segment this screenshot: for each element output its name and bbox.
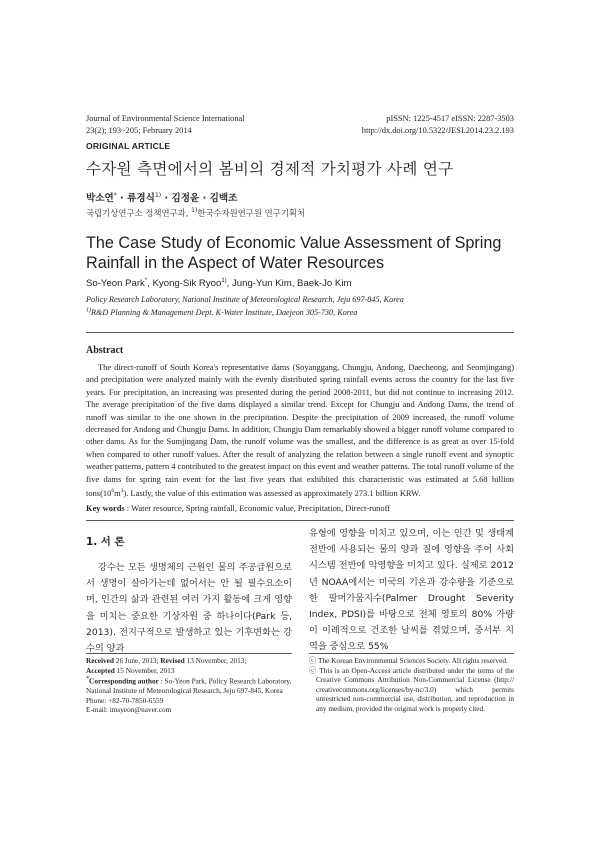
journal-name: Journal of Environmental Science International	[86, 114, 245, 123]
english-authors	[86, 278, 351, 289]
received-dates	[86, 656, 296, 666]
ko-aff-1: 국립기상연구소 정책연구과,	[86, 208, 192, 218]
accepted-line	[86, 666, 296, 676]
ko-sep-1: ·	[116, 193, 128, 204]
body-column-right: 유형에 영향을 미치고 있으며, 이는 인간 및 생태계 전반에 사용되는 물의 양과 질에 영향을 주어 사회시스템 전반에 악영향을 미치고 있다. 실제로 2012년 NOAA에서는 미국의 기온과 강수량을 기준으로 한 팔머가뭄지수(Palmer Drought Severity Index, PDSI)를 바탕으로 전체 영토의 80% 가량이 이례적으로 건조한 날씨를 겪었으며, 중서부 지역을 중심으로 55%	[309, 528, 514, 653]
korean-title: 수자원 측면에서의 봄비의 경제적 가치평가 사례 연구	[86, 160, 454, 178]
doi-link[interactable]: http://dx.doi.org/10.5322/JESI.2014.23.2.193	[361, 125, 514, 135]
received-date: 26 June, 2013;	[113, 656, 161, 665]
en-aff-2-mark: 1)	[86, 307, 91, 314]
corresponding-author	[86, 675, 296, 696]
footnote-rule-left	[86, 653, 292, 654]
english-affiliation-1: Policy Research Laboratory, National Institute of Meteorological Research, Jeju 697-845, Korea	[86, 295, 404, 304]
ko-aff-2: 한국수자원연구원 연구기획처	[197, 208, 306, 218]
journal-volume: 23(2); 193~205; February 2014	[86, 125, 192, 135]
corr-label: Corresponding author	[89, 676, 159, 686]
footnote-left	[86, 656, 296, 715]
keywords	[86, 503, 390, 513]
abstract-unit: m	[114, 487, 121, 498]
abstract-heading: Abstract	[86, 345, 124, 356]
ko-author-rest: · 김정윤 · 김백조	[161, 193, 238, 204]
revised-date: 13 November, 2013;	[184, 656, 247, 665]
abstract-exp-2: 3	[120, 488, 124, 495]
abstract-exp-1: 6	[111, 488, 115, 495]
accepted-date: 15 November, 2013	[114, 665, 175, 675]
article-type: ORIGINAL ARTICLE	[86, 141, 171, 151]
ko-author-1-mark: *	[113, 191, 117, 199]
abstract-text	[86, 361, 514, 499]
section-heading: 1. 서 론	[86, 536, 125, 548]
keywords-label: Key words	[86, 503, 125, 513]
revised-label: Revised	[160, 656, 185, 665]
email-link[interactable]: E-mail: imsyeon@naver.com	[86, 705, 172, 715]
en-aff-2-text: R&D Planning & Management Dept. K-Water Institute, Daejeon 305-730, Korea	[91, 308, 358, 317]
en-author-1: So-Yeon Park	[86, 278, 145, 289]
keywords-text: : Water resource, Spring rainfall, Economic value, Precipitation, Direct-runoff	[124, 503, 391, 513]
corr-mark: *	[86, 676, 90, 683]
ko-aff-2-mark: 1)	[191, 207, 198, 215]
corr-text: : So-Yeon Park, Policy Research Laboratory, National Institute of Meteorological Research, Jeju 697-845, Korea	[86, 676, 292, 696]
footnote-rule-right	[309, 653, 514, 654]
abstract-body: The direct-runoff of South Korea's representative dams (Soyanggang, Chungju, Andong, Daecheong, and Seomjingang) and precipitation were analyzed mainly with the evenly distributed spring rainfall events across the country for the last five years. For precipitation, an increasing was presented during the period 2008-2011, but did not continue to increasing 2012. The average precipitation of the five dams displayed a similar trend. Except for Chungju and Andong Dams, the trend of runoff was similar to the one shown in the precipitation. Despite the precipitation of 2009 increased, the runoff volume decreased for Andong and Chungju Dams. In addition, Chungju Dam remarkably showed a bigger runoff volume compared to other dams. As for the Sumjingang Dam, the runoff volume was the smallest, and the difference is as great as over 15-fold when compared to other runoff values. After the result of analyzing the relation between a single runoff event and synoptic weather patterns, pattern 4 contributed to the greatest impact on this event and weather patterns. The total runoff volume of the five dams for spring rain event for the last five years that exhibited this characteristic was estimated at 5.68 billion tons(10	[86, 362, 514, 498]
footnote-right	[309, 656, 514, 714]
accepted-label: Accepted	[86, 665, 115, 675]
en-author-rest: , Jung-Yun Kim, Baek-Jo Kim	[226, 278, 352, 289]
english-affiliation-2	[86, 308, 357, 317]
ko-author-1: 박소연	[86, 193, 114, 204]
received-label: Received	[86, 656, 114, 665]
abstract-end: ). Lastly, the value of this estimation was assessed as approximately 273.1 billion KRW.	[123, 487, 421, 498]
english-title: The Case Study of Economic Value Assessment of Spring Rainfall in the Aspect of Water Resources	[86, 234, 502, 272]
korean-affiliations	[86, 207, 305, 219]
en-author-2-mark: 1)	[221, 277, 227, 284]
korean-authors	[86, 190, 237, 204]
phone: Phone: +82-70-7850-6559	[86, 695, 164, 705]
license-notice: ⓒ This is an Open-Access article distributed under the terms of the Creative Commons Attribution Non-Commercial License (http:// creativecommons.org/licenses/by-nc/3.0) which permits unrestricted non-commercial use, distribution, and reproduction in any medium, provided the original work is properly cited.	[309, 665, 514, 713]
journal-header-left	[86, 113, 245, 136]
ko-author-2-mark: 1)	[154, 191, 162, 199]
abstract-bottom-rule	[86, 520, 514, 521]
ko-author-2: 류경식	[127, 193, 155, 204]
body-column-left: 강수는 모든 생명체의 근원인 물의 주공급원으로서 생명이 살아가는데 없어서는 안 될 필수요소이며, 인간의 삶과 관련된 여러 가지 활동에 크게 영향을 미치는 중요한 기상자원 중 하나이다(Park 등, 2013). 전지구적으로 발생하고 있는 기후변화는 강수의 양과	[86, 562, 292, 655]
journal-header-right	[362, 113, 514, 136]
copyright-notice: ⓒ The Korean Environmental Sciences Society. All rights reserved.	[309, 656, 508, 665]
abstract-top-rule	[86, 332, 514, 333]
en-author-2: , Kyong-Sik Ryoo	[147, 278, 222, 289]
issn: pISSN: 1225-4517 eISSN: 2287-3503	[386, 114, 514, 123]
en-author-1-mark: *	[144, 277, 148, 284]
